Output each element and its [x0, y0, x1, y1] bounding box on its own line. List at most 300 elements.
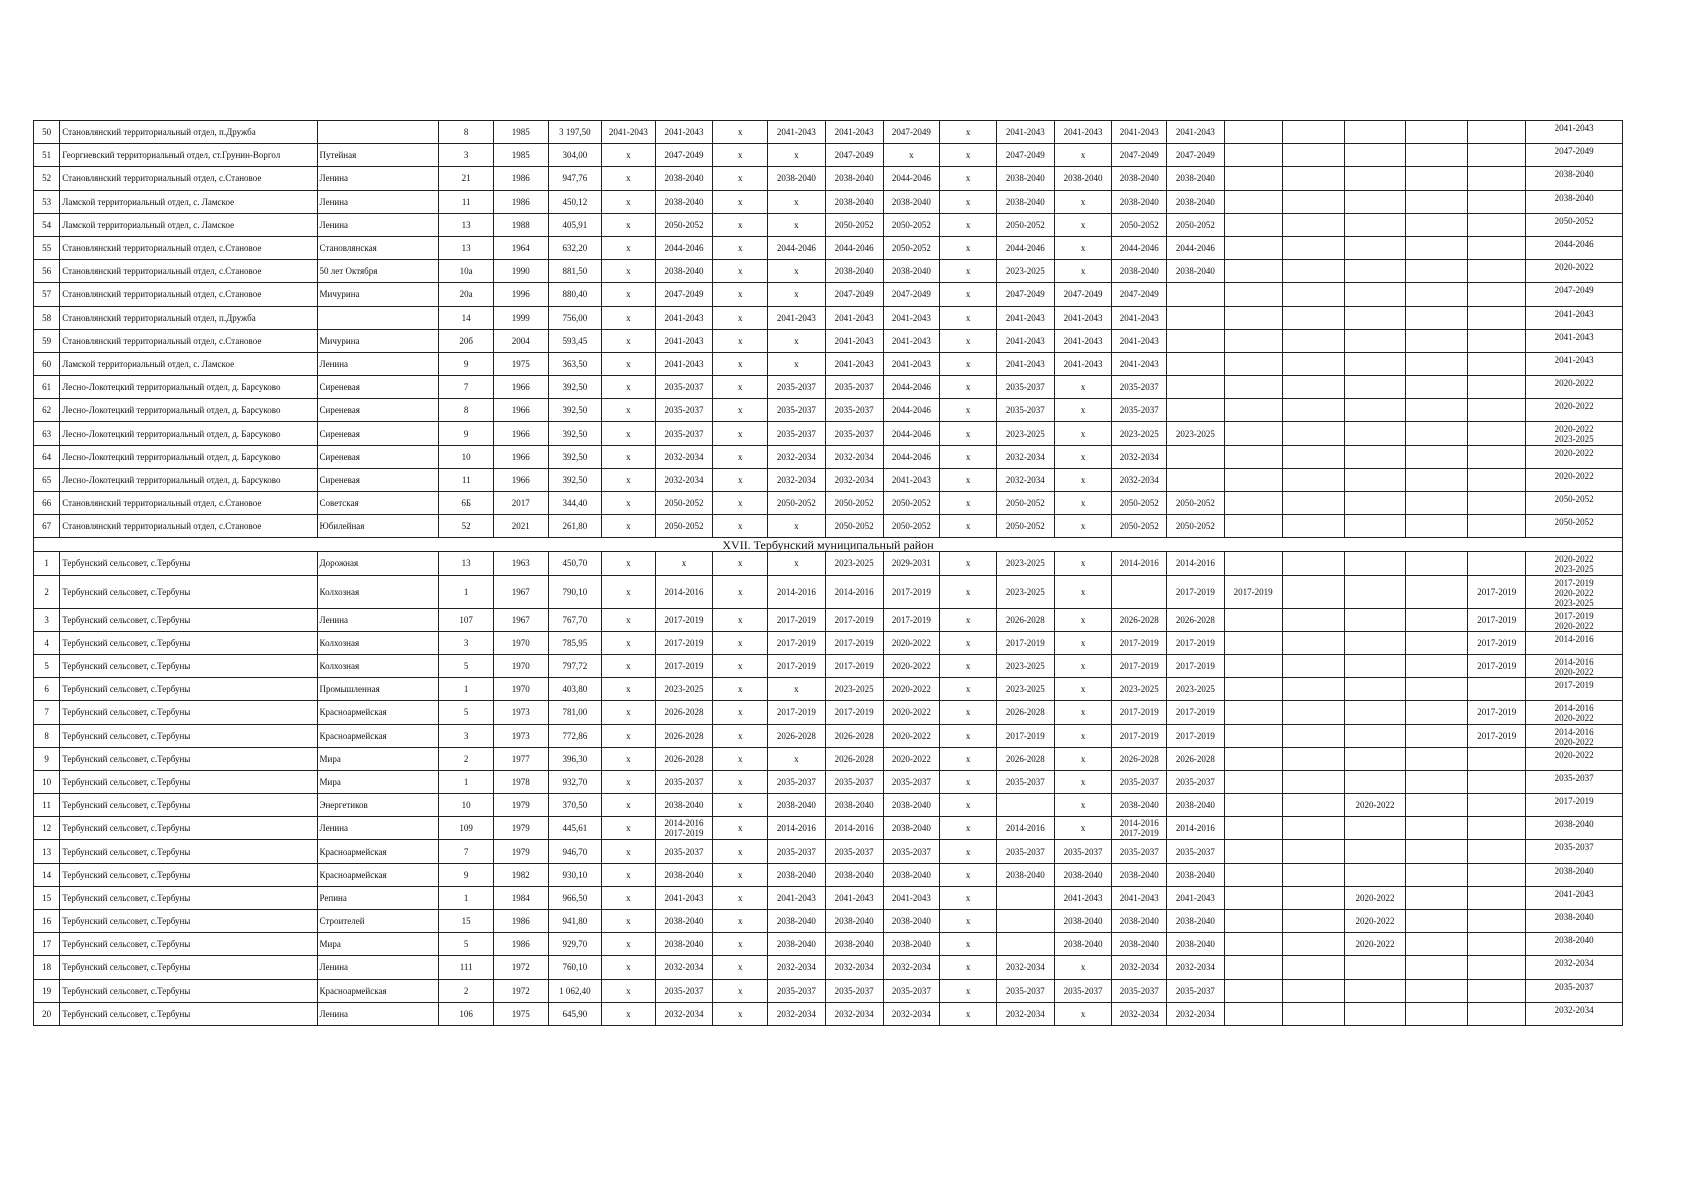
table-cell: 2023-2025: [825, 552, 883, 575]
table-cell: 2050-2052: [825, 492, 883, 515]
table-cell: Лесно-Локотецкий территориальный отдел, д. Барсуково: [60, 422, 317, 445]
table-cell: 1: [34, 552, 60, 575]
table-cell: 881,50: [548, 260, 602, 283]
table-cell: х: [602, 608, 656, 631]
table-cell: [1344, 352, 1406, 375]
table-cell: Тербунский сельсовет, с.Тербуны: [60, 654, 317, 677]
table-cell: [1344, 701, 1406, 724]
table-cell: х: [1054, 445, 1112, 468]
table-cell: 2050-2052: [996, 213, 1054, 236]
table-cell: 57: [34, 283, 60, 306]
table-row: [34, 260, 1623, 283]
table-cell: х: [1054, 552, 1112, 575]
table-cell: [996, 886, 1054, 909]
table-cell: 2050-2052: [1167, 492, 1225, 515]
table-cell: 2035-2037: [1112, 399, 1167, 422]
table-cell: 1967: [493, 608, 548, 631]
table-cell: х: [713, 352, 768, 375]
table-cell: 2023-2025: [996, 260, 1054, 283]
table-cell: 2020-2022: [883, 631, 940, 654]
table-cell: х: [940, 492, 997, 515]
table-cell: 1990: [493, 260, 548, 283]
table-cell: [1406, 910, 1468, 933]
table-cell: 2047-2049: [825, 144, 883, 167]
table-cell: х: [940, 863, 997, 886]
table-cell: [1406, 956, 1468, 979]
table-cell: 2041-2043: [883, 329, 940, 352]
table-cell: Красноармейская: [317, 701, 439, 724]
table-cell: [1224, 236, 1282, 259]
table-cell: 2017-2019: [1112, 654, 1167, 677]
table-cell: 2026-2028: [825, 724, 883, 747]
table-cell: 2047-2049: [996, 144, 1054, 167]
table-cell: 2029-2031: [883, 552, 940, 575]
table-cell: 1999: [493, 306, 548, 329]
table-cell: 2038-2040: [1526, 910, 1623, 933]
table-cell: 2035-2037: [1167, 770, 1225, 793]
table-cell: [1406, 979, 1468, 1002]
table-cell: [1344, 575, 1406, 608]
table-cell: 2032-2034: [655, 956, 713, 979]
table-cell: Ленина: [317, 817, 439, 840]
table-cell: 2038-2040: [1054, 167, 1112, 190]
table-cell: Тербунский сельсовет, с.Тербуны: [60, 631, 317, 654]
table-cell: 880,40: [548, 283, 602, 306]
table-row: [34, 167, 1623, 190]
table-cell: х: [602, 552, 656, 575]
table-cell: 2035-2037: [996, 979, 1054, 1002]
table-cell: [1282, 817, 1344, 840]
table-cell: 9: [439, 863, 494, 886]
table-cell: 2044-2046: [768, 236, 826, 259]
table-cell: 2041-2043: [655, 329, 713, 352]
table-cell: [1224, 701, 1282, 724]
table-cell: х: [602, 492, 656, 515]
table-cell: х: [940, 376, 997, 399]
table-cell: 2038-2040: [825, 260, 883, 283]
table-cell: 2032-2034: [1112, 1002, 1167, 1025]
table-cell: х: [1054, 190, 1112, 213]
table-cell: 2017-2019: [1112, 724, 1167, 747]
table-cell: 2044-2046: [883, 445, 940, 468]
table-cell: Репина: [317, 886, 439, 909]
table-cell: 2017-2019: [655, 654, 713, 677]
table-cell: х: [940, 933, 997, 956]
table-cell: 1972: [493, 979, 548, 1002]
table-cell: [1344, 770, 1406, 793]
table-cell: х: [713, 631, 768, 654]
table-row: [34, 445, 1623, 468]
table-cell: [1406, 724, 1468, 747]
table-cell: [1282, 886, 1344, 909]
table-cell: 2017-2019: [655, 631, 713, 654]
table-cell: 2038-2040: [1167, 910, 1225, 933]
table-cell: [1468, 515, 1526, 538]
table-cell: х: [713, 608, 768, 631]
table-cell: [1282, 306, 1344, 329]
table-cell: 2032-2034: [655, 1002, 713, 1025]
table-cell: Тербунский сельсовет, с.Тербуны: [60, 933, 317, 956]
table-cell: Красноармейская: [317, 863, 439, 886]
table-cell: 2026-2028: [655, 724, 713, 747]
table-cell: 2032-2034: [825, 468, 883, 491]
table-cell: 2044-2046: [883, 399, 940, 422]
table-cell: 2032-2034: [768, 1002, 826, 1025]
table-cell: 2032-2034: [1526, 1002, 1623, 1025]
table-cell: [1282, 724, 1344, 747]
table-cell: 55: [34, 236, 60, 259]
table-cell: х: [602, 1002, 656, 1025]
table-cell: 2041-2043: [996, 121, 1054, 144]
table-cell: 2017-2019: [1468, 654, 1526, 677]
table-cell: Становлянский территориальный отдел, п.Дружба: [60, 121, 317, 144]
table-cell: [1224, 886, 1282, 909]
table-cell: [1224, 329, 1282, 352]
table-cell: [1167, 306, 1225, 329]
table-cell: [1406, 190, 1468, 213]
table-cell: 2041-2043: [1526, 352, 1623, 375]
table-cell: Мира: [317, 933, 439, 956]
table-cell: Тербунский сельсовет, с.Тербуны: [60, 863, 317, 886]
table-cell: 2032-2034: [825, 956, 883, 979]
table-cell: 1970: [493, 654, 548, 677]
table-cell: [1282, 794, 1344, 817]
table-cell: х: [1054, 747, 1112, 770]
table-cell: 261,80: [548, 515, 602, 538]
table-cell: 2041-2043: [768, 886, 826, 909]
table-cell: 966,50: [548, 886, 602, 909]
table-cell: х: [1054, 260, 1112, 283]
table-cell: 2047-2049: [1112, 144, 1167, 167]
table-cell: Тербунский сельсовет, с.Тербуны: [60, 910, 317, 933]
table-cell: 20б: [439, 329, 494, 352]
table-cell: [1112, 575, 1167, 608]
table-cell: 2038-2040: [1167, 260, 1225, 283]
table-cell: 20: [34, 1002, 60, 1025]
table-cell: 2035-2037: [655, 840, 713, 863]
table-cell: 2038-2040: [768, 933, 826, 956]
table-cell: х: [1054, 956, 1112, 979]
table-cell: 2035-2037: [825, 376, 883, 399]
table-cell: 2017-2019: [883, 608, 940, 631]
table-cell: 2017-2019: [1167, 631, 1225, 654]
table-cell: 52: [34, 167, 60, 190]
table-cell: [1468, 144, 1526, 167]
table-cell: 2041-2043: [1112, 306, 1167, 329]
table-cell: х: [940, 213, 997, 236]
table-cell: Тербунский сельсовет, с.Тербуны: [60, 840, 317, 863]
table-cell: 2041-2043: [883, 306, 940, 329]
table-cell: Красноармейская: [317, 840, 439, 863]
table-cell: 10: [439, 445, 494, 468]
table-cell: х: [940, 817, 997, 840]
table-cell: 2032-2034: [996, 445, 1054, 468]
table-cell: 2041-2043: [825, 121, 883, 144]
table-cell: 2038-2040: [768, 863, 826, 886]
table-cell: х: [713, 260, 768, 283]
table-cell: 2038-2040: [1526, 190, 1623, 213]
table-cell: 2038-2040: [883, 863, 940, 886]
table-cell: 2035-2037: [655, 770, 713, 793]
table-cell: 2038-2040: [883, 260, 940, 283]
table-cell: 2017-2019: [1468, 701, 1526, 724]
table-cell: Мичурина: [317, 329, 439, 352]
table-cell: 2023-2025: [996, 654, 1054, 677]
table-cell: [1344, 863, 1406, 886]
table-cell: 2047-2049: [883, 121, 940, 144]
table-cell: х: [940, 167, 997, 190]
table-cell: [1406, 575, 1468, 608]
table-cell: х: [602, 352, 656, 375]
table-cell: 2035-2037: [825, 770, 883, 793]
table-cell: 2041-2043: [1112, 329, 1167, 352]
table-cell: х: [602, 190, 656, 213]
table-cell: х: [940, 654, 997, 677]
table-cell: х: [602, 422, 656, 445]
table-cell: 2038-2040: [1112, 863, 1167, 886]
table-cell: х: [602, 631, 656, 654]
table-cell: 1972: [493, 956, 548, 979]
table-cell: Сиреневая: [317, 399, 439, 422]
table-cell: х: [713, 213, 768, 236]
table-cell: [1406, 352, 1468, 375]
table-cell: 12: [34, 817, 60, 840]
table-cell: 2038-2040: [1112, 260, 1167, 283]
table-cell: [1406, 515, 1468, 538]
table-cell: [1468, 1002, 1526, 1025]
table-row: [34, 283, 1623, 306]
table-cell: 797,72: [548, 654, 602, 677]
table-cell: [1224, 1002, 1282, 1025]
table-cell: [1344, 283, 1406, 306]
table-cell: 1966: [493, 399, 548, 422]
table-cell: 2017-2019: [825, 608, 883, 631]
table-cell: 1970: [493, 631, 548, 654]
table-cell: [1406, 236, 1468, 259]
table-cell: 2044-2046: [825, 236, 883, 259]
table-cell: х: [713, 575, 768, 608]
table-cell: 2020-2022: [1526, 376, 1623, 399]
table-cell: 772,86: [548, 724, 602, 747]
table-cell: 2038-2040: [655, 260, 713, 283]
table-cell: 106: [439, 1002, 494, 1025]
table-cell: х: [602, 956, 656, 979]
table-cell: х: [768, 144, 826, 167]
table-cell: 2050-2052: [883, 492, 940, 515]
table-cell: 2041-2043: [768, 306, 826, 329]
table-cell: 2035-2037: [996, 770, 1054, 793]
table-cell: 2032-2034: [768, 468, 826, 491]
table-row: [34, 144, 1623, 167]
table-cell: [1468, 468, 1526, 491]
table-cell: [1224, 933, 1282, 956]
table-cell: х: [768, 552, 826, 575]
table-cell: 2017-2019: [1112, 631, 1167, 654]
table-cell: [1282, 515, 1344, 538]
table-cell: 2023-2025: [996, 422, 1054, 445]
table-cell: х: [713, 167, 768, 190]
table-cell: [1344, 422, 1406, 445]
table-cell: 2014-2016: [768, 817, 826, 840]
table-cell: [1344, 260, 1406, 283]
table-cell: Лесно-Локотецкий территориальный отдел, д. Барсуково: [60, 445, 317, 468]
table-cell: [1224, 747, 1282, 770]
table-cell: 1967: [493, 575, 548, 608]
table-cell: 2035-2037: [883, 840, 940, 863]
table-cell: х: [1054, 236, 1112, 259]
table-cell: 17: [34, 933, 60, 956]
table-cell: [996, 910, 1054, 933]
table-cell: 1963: [493, 552, 548, 575]
table-cell: 2020-2022 2023-2025: [1526, 422, 1623, 445]
table-cell: 10а: [439, 260, 494, 283]
table-cell: [1468, 492, 1526, 515]
table-cell: 2041-2043: [655, 121, 713, 144]
table-cell: Промышленная: [317, 678, 439, 701]
table-cell: Юбилейная: [317, 515, 439, 538]
table-cell: [1344, 144, 1406, 167]
table-cell: 2047-2049: [655, 144, 713, 167]
table-cell: [1344, 515, 1406, 538]
table-cell: [1468, 422, 1526, 445]
table-cell: 2041-2043: [768, 121, 826, 144]
table-cell: 11: [439, 190, 494, 213]
table-cell: 11: [439, 468, 494, 491]
table-cell: 344,40: [548, 492, 602, 515]
table-cell: 64: [34, 445, 60, 468]
table-cell: 2035-2037: [825, 840, 883, 863]
table-cell: 2020-2022: [1526, 468, 1623, 491]
table-cell: х: [602, 515, 656, 538]
table-cell: 2041-2043: [1526, 329, 1623, 352]
table-cell: [1344, 445, 1406, 468]
table-cell: 2038-2040: [996, 863, 1054, 886]
table-cell: [1344, 213, 1406, 236]
table-cell: 1966: [493, 376, 548, 399]
table-cell: 2041-2043: [996, 352, 1054, 375]
table-cell: 2017-2019: [768, 608, 826, 631]
table-cell: 2050-2052: [1526, 515, 1623, 538]
table-cell: 2035-2037: [655, 979, 713, 1002]
table-cell: [1406, 747, 1468, 770]
table-cell: 2014-2016: [1167, 817, 1225, 840]
table-cell: 2026-2028: [655, 747, 713, 770]
table-cell: 2035-2037: [1054, 840, 1112, 863]
table-cell: Становлянский территориальный отдел, с.Становое: [60, 260, 317, 283]
table-cell: х: [940, 283, 997, 306]
table-cell: [1282, 933, 1344, 956]
table-cell: Мира: [317, 770, 439, 793]
table-row: [34, 492, 1623, 515]
table-cell: 2035-2037: [655, 422, 713, 445]
table-cell: Тербунский сельсовет, с.Тербуны: [60, 886, 317, 909]
table-cell: 2020-2022: [1526, 445, 1623, 468]
table-cell: Тербунский сельсовет, с.Тербуны: [60, 979, 317, 1002]
table-cell: [1406, 121, 1468, 144]
table-cell: х: [1054, 376, 1112, 399]
table-cell: [1282, 445, 1344, 468]
table-cell: [1282, 422, 1344, 445]
table-cell: 2035-2037: [1526, 770, 1623, 793]
table-cell: 2050-2052: [1167, 213, 1225, 236]
table-cell: 1: [439, 678, 494, 701]
table-cell: [1282, 190, 1344, 213]
table-cell: [1224, 608, 1282, 631]
table-cell: [1406, 701, 1468, 724]
table-cell: [1167, 283, 1225, 306]
table-cell: 790,10: [548, 575, 602, 608]
table-cell: [1282, 956, 1344, 979]
table-cell: [1406, 794, 1468, 817]
table-cell: 50 лет Октября: [317, 260, 439, 283]
table-cell: 2041-2043: [825, 886, 883, 909]
table-cell: [1344, 817, 1406, 840]
table-cell: [1282, 863, 1344, 886]
table-cell: 2050-2052: [655, 492, 713, 515]
table-cell: 2035-2037: [996, 376, 1054, 399]
table-cell: [1406, 283, 1468, 306]
table-cell: 2038-2040: [883, 794, 940, 817]
table-cell: 2020-2022: [883, 654, 940, 677]
table-cell: Ленина: [317, 608, 439, 631]
table-cell: 1979: [493, 817, 548, 840]
table-cell: [1406, 1002, 1468, 1025]
table-cell: 396,30: [548, 747, 602, 770]
table-cell: 2023-2025: [655, 678, 713, 701]
table-cell: 2035-2037: [1167, 979, 1225, 1002]
table-cell: 1: [439, 770, 494, 793]
table-cell: Становлянский территориальный отдел, с.Становое: [60, 492, 317, 515]
table-cell: 2023-2025: [996, 678, 1054, 701]
table-cell: [1406, 886, 1468, 909]
table-cell: [1224, 399, 1282, 422]
table-cell: [1224, 631, 1282, 654]
table-cell: [1224, 678, 1282, 701]
table-cell: Ламской территориальный отдел, с. Ламское: [60, 352, 317, 375]
table-cell: [1282, 492, 1344, 515]
table-cell: 2035-2037: [883, 770, 940, 793]
table-cell: 2032-2034: [1112, 468, 1167, 491]
table-cell: [996, 794, 1054, 817]
table-cell: 2023-2025: [996, 575, 1054, 608]
table-cell: Тербунский сельсовет, с.Тербуны: [60, 608, 317, 631]
table-cell: х: [713, 445, 768, 468]
table-cell: 1982: [493, 863, 548, 886]
table-cell: 2041-2043: [1167, 886, 1225, 909]
table-cell: 111: [439, 956, 494, 979]
table-cell: х: [1054, 724, 1112, 747]
table-cell: 5: [439, 933, 494, 956]
table-cell: 2047-2049: [825, 283, 883, 306]
table-cell: х: [713, 770, 768, 793]
table-cell: 2032-2034: [655, 445, 713, 468]
table-cell: 2038-2040: [655, 910, 713, 933]
table-cell: 1986: [493, 933, 548, 956]
table-cell: х: [940, 770, 997, 793]
table-cell: 2014-2016 2020-2022: [1526, 724, 1623, 747]
table-cell: 2017-2019 2020-2022 2023-2025: [1526, 575, 1623, 608]
table-cell: х: [713, 724, 768, 747]
table-cell: [1468, 840, 1526, 863]
table-cell: 10: [439, 794, 494, 817]
table-cell: [1344, 678, 1406, 701]
table-cell: 2038-2040: [655, 794, 713, 817]
table-cell: 3: [439, 144, 494, 167]
table-cell: 2017-2019: [655, 608, 713, 631]
table-cell: Колхозная: [317, 575, 439, 608]
table-cell: 54: [34, 213, 60, 236]
table-cell: [1224, 863, 1282, 886]
